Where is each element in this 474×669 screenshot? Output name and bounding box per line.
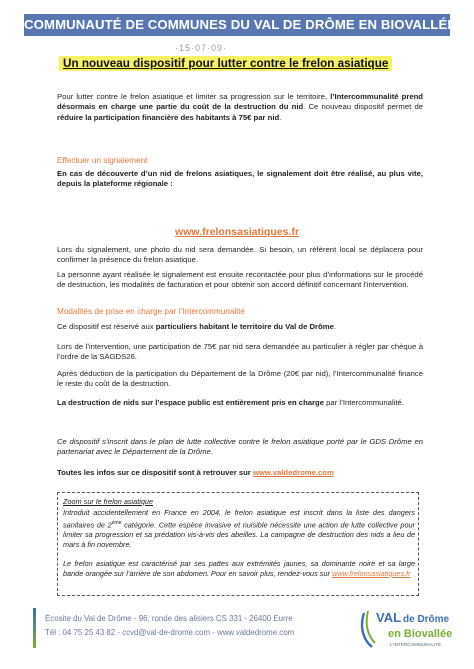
- modalites-text-1c: .: [333, 322, 336, 331]
- zoom-paragraph-1: [63, 508, 415, 550]
- intro-text-2: . Ce nouveau dispositif permet de: [303, 102, 423, 112]
- modalites-paragraph-5: Ce dispositif s’inscrit dans le plan de lutte collective contre le frelon asiatique porté par le GDS Drôme en partenariat avec le Département de la Drôme.: [57, 437, 423, 457]
- zoom-text-c: Le frelon asiatique est caractérisé par ses pattes aux extrémités jaunes, sa dominante noire et sa large bande orangée sur l’arrière de son abdomen. Pour en savoir plus, rendez-vous sur: [63, 559, 415, 578]
- intro-text-3: .: [279, 112, 282, 122]
- intro-paragraph: [57, 92, 423, 123]
- footer-address: Écosite du Val de Drôme - 96, ronde des alisiers CS 331 - 26400 Eurre: [45, 614, 293, 623]
- footer-accent-bar: [33, 608, 36, 648]
- modalites-text-4: par l’Intercommunalité.: [324, 398, 404, 407]
- infos-text: Toutes les infos sur ce dispositif sont à retrouver sur: [57, 468, 253, 477]
- signalement-paragraph-2: La personne ayant réalisée le signalement est ensuite recontactée pour plus d’informations sur le procédé de destruction, les modalités de facturation et pour obtenir son accord définitif concernant l’intervention.: [57, 270, 423, 290]
- intro-bold-1: l’Intercommunalité prend désormais en charge une partie du coût de la destruction du nid: [57, 92, 423, 112]
- zoom-link[interactable]: www.frelonsasiatiques.fr: [331, 569, 411, 578]
- modalites-text-1a: Ce dispositif est réservé aux: [57, 322, 156, 331]
- modalites-paragraph-3: Après déduction de la participation du Département de la Drôme (20€ par nid), l’Intercommunalité finance le reste du coût de la destruction.: [57, 369, 423, 389]
- intro-text-1: Pour lutter contre le frelon asiatique et limiter sa progression sur le territoire,: [57, 92, 331, 101]
- logo-text-2: de Drôme: [403, 614, 450, 625]
- logo-text-3: en Biovallée: [388, 628, 453, 640]
- header-banner: COMMUNAUTÉ DE COMMUNES DU VAL DE DRÔME EN BIOVALLÉE: [24, 14, 450, 36]
- page-title: Un nouveau dispositif pour lutter contre le frelon asiatique: [59, 56, 392, 71]
- signalement-paragraph-1: Lors du signalement, une photo du nid sera demandée. Si besoin, un référent local se déplacera pour confirmer la présence du frelon asiatique.: [57, 245, 423, 265]
- footer-contact: Tél : 04 75 25 43 82 - ccvd@val-de-drome.com - www.valdedrome.com: [45, 628, 295, 637]
- zoom-paragraph-2: [63, 559, 415, 579]
- intro-bold-2: réduire la participation financière des habitants à 75€ par nid: [57, 112, 280, 122]
- zoom-text-b: catégorie. Cette espèce invasive et nuisible nécessite une action de lutte collective pour limiter sa progression et sa prédation vis-à-vis des abeilles. La campagne de destruction des nids a lieu de mars à fin novembre.: [63, 520, 415, 550]
- signalement-instruction: En cas de découverte d’un nid de frelons asiatiques, le signalement doit être réalisé, au plus vite, depuis la plateforme régionale :: [57, 169, 423, 189]
- section-heading-signalement: Effectuer un signalement: [57, 156, 148, 165]
- modalites-paragraph-2: Lors de l’intervention, une participation de 75€ par nid sera demandée au particulier à régler par chèque à l’ordre de la SAGDS26.: [57, 342, 423, 362]
- logo-text-1: VAL: [376, 610, 402, 625]
- logo-text-4: L’INTERCOMMUNALITÉ: [390, 642, 442, 647]
- zoom-heading: Zoom sur le frelon asiatique: [63, 497, 154, 506]
- infos-line: [57, 468, 423, 478]
- modalites-paragraph-1: [57, 322, 423, 332]
- platform-link[interactable]: www.frelonsasiatiques.fr: [175, 226, 299, 238]
- modalites-paragraph-4: [57, 398, 423, 408]
- modalites-bold-1: particuliers habitant le territoire du Val de Drôme: [155, 322, 334, 331]
- valdedrome-link[interactable]: www.valdedrome.com: [252, 468, 334, 477]
- zoom-text-a: Introduit accidentellement en France en 2004, le frelon asiatique est inscrit dans la liste des dangers sanitaires de 2: [63, 508, 415, 530]
- section-heading-modalites: Modalités de prise en charge par l’Intercommunalité: [57, 307, 245, 316]
- modalites-bold-4: La destruction de nids sur l’espace public est entièrement pris en charge: [57, 398, 325, 407]
- valdedrome-logo: [358, 607, 453, 651]
- zoom-superscript: ème: [111, 520, 122, 526]
- reference-stamp: ·15·07·09·: [175, 43, 228, 53]
